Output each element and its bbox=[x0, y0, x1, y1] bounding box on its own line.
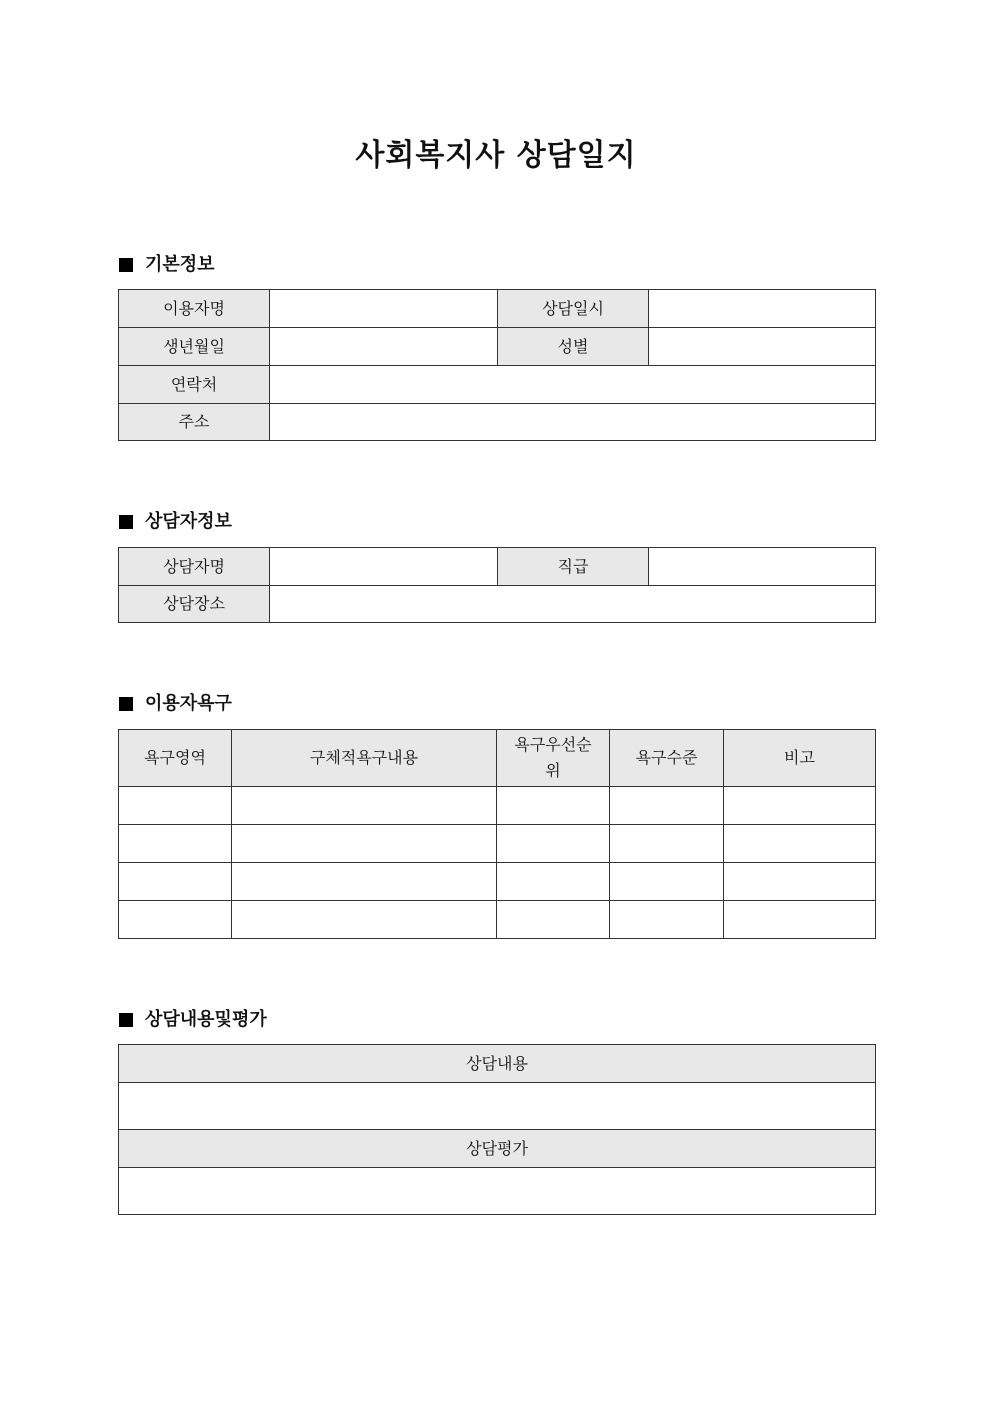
basic-info-table bbox=[118, 289, 876, 441]
black-square-icon bbox=[119, 697, 133, 711]
black-square-icon bbox=[119, 258, 133, 272]
need-area-cell[interactable] bbox=[119, 825, 232, 863]
table-row bbox=[119, 366, 876, 404]
remarks-cell[interactable] bbox=[724, 825, 876, 863]
need-level-cell[interactable] bbox=[610, 901, 724, 939]
contact-label: 연락처 bbox=[119, 366, 270, 404]
table-row bbox=[119, 1168, 876, 1215]
counselor-name-field[interactable] bbox=[270, 548, 498, 586]
counselor-name-label: 상담자명 bbox=[119, 548, 270, 586]
table-row bbox=[119, 1130, 876, 1168]
need-level-cell[interactable] bbox=[610, 825, 724, 863]
section-heading-evaluation bbox=[119, 1008, 267, 1032]
need-detail-cell[interactable] bbox=[232, 787, 497, 825]
remarks-cell[interactable] bbox=[724, 901, 876, 939]
section-heading-basic-label: 기본정보 bbox=[145, 254, 215, 275]
counsel-content-label: 상담내용 bbox=[119, 1045, 876, 1083]
address-field[interactable] bbox=[270, 404, 876, 441]
need-priority-cell[interactable] bbox=[497, 863, 610, 901]
need-level-cell[interactable] bbox=[610, 787, 724, 825]
section-heading-counselor bbox=[119, 510, 232, 534]
need-priority-cell[interactable] bbox=[497, 787, 610, 825]
table-row bbox=[119, 863, 876, 901]
counselor-info-table bbox=[118, 547, 876, 623]
column-header-need-level: 욕구수준 bbox=[610, 730, 724, 787]
user-name-field[interactable] bbox=[270, 290, 498, 328]
needs-table bbox=[118, 729, 876, 939]
need-level-cell[interactable] bbox=[610, 863, 724, 901]
column-header-remarks: 비고 bbox=[724, 730, 876, 787]
position-field[interactable] bbox=[649, 548, 876, 586]
need-area-cell[interactable] bbox=[119, 901, 232, 939]
section-heading-counselor-label: 상담자정보 bbox=[145, 511, 232, 532]
table-row bbox=[119, 1083, 876, 1130]
section-heading-basic bbox=[119, 253, 215, 277]
counsel-evaluation-field[interactable] bbox=[119, 1168, 876, 1215]
need-priority-cell[interactable] bbox=[497, 825, 610, 863]
need-priority-cell[interactable] bbox=[497, 901, 610, 939]
table-row bbox=[119, 825, 876, 863]
table-row bbox=[119, 1045, 876, 1083]
counsel-evaluation-label: 상담평가 bbox=[119, 1130, 876, 1168]
section-heading-evaluation-label: 상담내용및평가 bbox=[145, 1009, 267, 1030]
table-row bbox=[119, 404, 876, 441]
user-name-label: 이용자명 bbox=[119, 290, 270, 328]
need-area-cell[interactable] bbox=[119, 787, 232, 825]
contact-field[interactable] bbox=[270, 366, 876, 404]
page-title: 사회복지사 상담일지 bbox=[355, 138, 637, 173]
counsel-place-field[interactable] bbox=[270, 586, 876, 623]
need-detail-cell[interactable] bbox=[232, 901, 497, 939]
table-row bbox=[119, 586, 876, 623]
address-label: 주소 bbox=[119, 404, 270, 441]
counsel-content-field[interactable] bbox=[119, 1083, 876, 1130]
need-area-cell[interactable] bbox=[119, 863, 232, 901]
gender-label: 성별 bbox=[498, 328, 649, 366]
need-detail-cell[interactable] bbox=[232, 863, 497, 901]
black-square-icon bbox=[119, 515, 133, 529]
table-row bbox=[119, 787, 876, 825]
column-header-need-detail: 구체적욕구내용 bbox=[232, 730, 497, 787]
counsel-datetime-field[interactable] bbox=[649, 290, 876, 328]
remarks-cell[interactable] bbox=[724, 787, 876, 825]
remarks-cell[interactable] bbox=[724, 863, 876, 901]
evaluation-table bbox=[118, 1044, 876, 1215]
column-header-need-area: 욕구영역 bbox=[119, 730, 232, 787]
counsel-datetime-label: 상담일시 bbox=[498, 290, 649, 328]
counsel-place-label: 상담장소 bbox=[119, 586, 270, 623]
table-row bbox=[119, 328, 876, 366]
black-square-icon bbox=[119, 1013, 133, 1027]
table-row bbox=[119, 901, 876, 939]
section-heading-needs bbox=[119, 692, 232, 716]
gender-field[interactable] bbox=[649, 328, 876, 366]
need-detail-cell[interactable] bbox=[232, 825, 497, 863]
table-row bbox=[119, 290, 876, 328]
position-label: 직급 bbox=[498, 548, 649, 586]
column-header-need-priority: 욕구우선순위 bbox=[497, 730, 610, 787]
section-heading-needs-label: 이용자욕구 bbox=[145, 693, 232, 714]
birth-date-label: 생년월일 bbox=[119, 328, 270, 366]
table-row bbox=[119, 548, 876, 586]
table-header-row bbox=[119, 730, 876, 787]
birth-date-field[interactable] bbox=[270, 328, 498, 366]
